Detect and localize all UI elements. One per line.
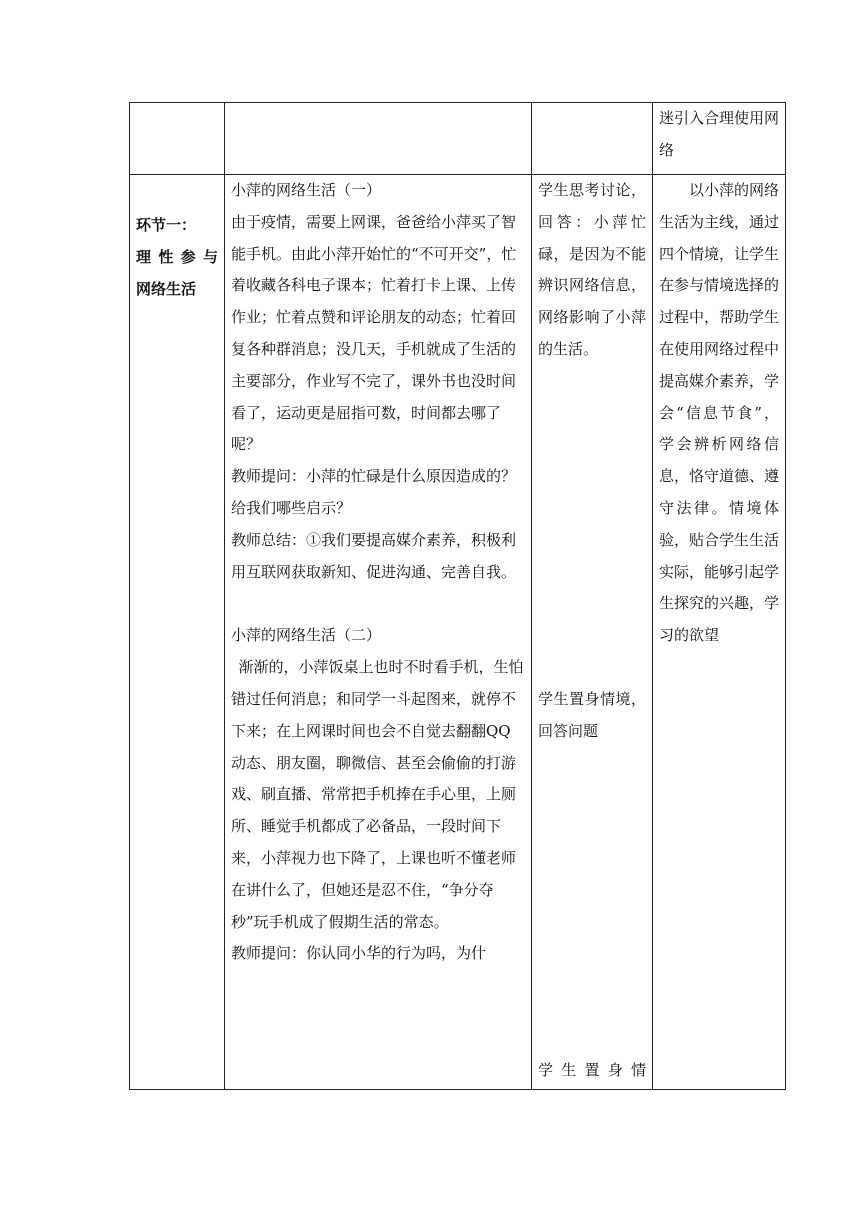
stage-label: 环节一： [136, 216, 197, 234]
section-title: 小萍的网络生活（二） [231, 626, 382, 645]
stage-title-line: 理性参与 [136, 248, 218, 266]
design-intent-text: 以小萍的网络生活为主线，通过四个情境，让学生在参与情境选择的过程中，帮助学生在使用网络过程中提高媒介素养，学会“信息节食”，学会辨析网络信息，恪守道德、遵守法律。情境体验，贴合学生生活实际，能够引起学生探究的兴趣，学习的欲望 [659, 181, 780, 645]
teacher-summary: 教师总结：①我们要提高媒介素养，积极利用互联网获取新知、促进沟通、完善自我。 [231, 530, 517, 581]
table-row [130, 175, 786, 1090]
student-activity-cell [532, 103, 653, 175]
content-cell [225, 175, 532, 1090]
teacher-question: 教师提问：小萍的忙碌是什么原因造成的？给我们哪些启示？ [231, 467, 517, 517]
story-paragraph: 由于疫情，需要上网课，爸爸给小萍买了智能手机。由此小萍开始忙的“不可开交”，忙着收藏各科电子课本；忙着打卡上课、上传作业；忙着点赞和评论朋友的动态；忙着回复各种群消息；没几天，手机就成了生活的主要部分，作业写不完了，课外书也没时间看了，运动更是屈指可数，时间都去哪了呢？ [231, 212, 517, 454]
section-title: 小萍的网络生活（一） [231, 181, 382, 199]
teacher-question: 教师提问：你认同小华的行为吗，为什 [231, 944, 487, 963]
student-activity-text: 学生置身情境，回答问题 [538, 690, 646, 740]
student-activity-cell [532, 175, 653, 1090]
design-intent-cell: 迷引入合理使用网络 [653, 103, 786, 175]
stage-title-line: 网络生活 [136, 280, 197, 298]
content-cell [225, 103, 532, 175]
student-activity-text: 学生置身情 [538, 1061, 646, 1079]
story-paragraph: 渐渐的，小萍饭桌上也时不时看手机，生怕错过任何消息；和同学一斗起图来，就停不下来；在上网课时间也会不自觉去翻翻QQ动态、朋友圈，聊微信、甚至会偷偷的打游戏、刷直播、常常把手机捧在手心里，上厕所、睡觉手机都成了必备品，一段时间下来，小萍视力也下降了，上课也听不懂老师在讲什么了，但她还是忍不住，“争分夺秒”玩手机成了假期生活的常态。 [231, 658, 524, 931]
stage-cell [130, 175, 225, 1090]
student-activity-text: 学生思考讨论，回答：小萍忙碌，是因为不能辨识网络信息，网络影响了小萍的生活。 [538, 181, 646, 358]
lesson-plan-table [129, 102, 786, 1090]
stage-cell [130, 103, 225, 175]
design-intent-cell [653, 175, 786, 1090]
table-row [130, 103, 786, 175]
